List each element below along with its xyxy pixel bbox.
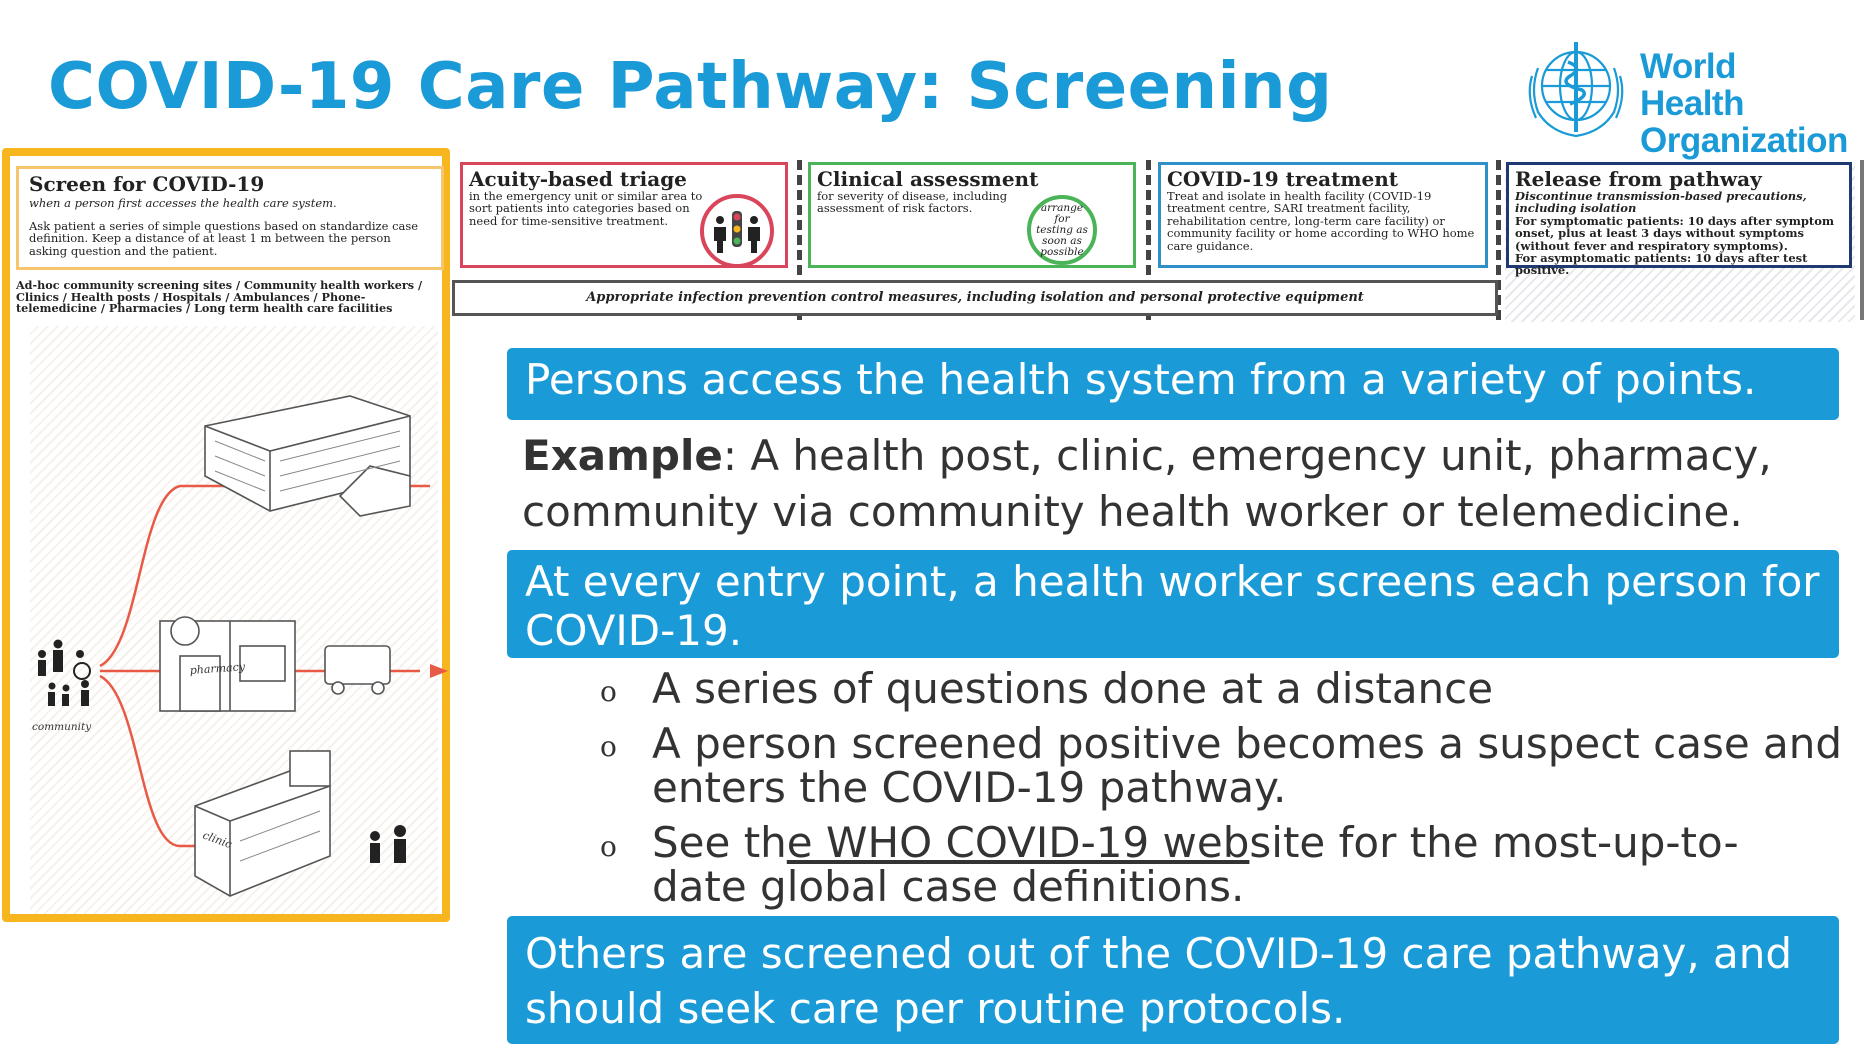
entry-points-drawing	[30, 326, 438, 914]
stage-release	[1506, 162, 1852, 278]
banner-screened-out	[507, 916, 1839, 1044]
bullet-3-text-line2: date global case definitions.	[652, 862, 1245, 911]
who-name	[1640, 48, 1848, 159]
banner-access-points	[507, 348, 1839, 420]
page-title: COVID-19 Care Pathway: Screening	[48, 50, 1333, 124]
banner-screened-out-line1: Others are screened out of the COVID-19 care pathway, and	[525, 929, 1793, 978]
stage-triage	[460, 162, 788, 268]
bullet-marker: o	[600, 675, 617, 708]
banner-entry-screening-line2: COVID-19.	[525, 606, 743, 655]
bullet-1-text: A series of questions done at a distance	[652, 664, 1494, 713]
screen-card	[16, 166, 444, 270]
stage-release-line2: For asymptomatic patients: 10 days after test positive.	[1515, 251, 1808, 278]
stage-treatment-body: Treat and isolate in health facility (COVID-19 treatment centre, SARI treatment facility, rehabilitation centre, long-term care facility) or community facility or home according to WHO home care guidance.	[1167, 189, 1475, 253]
clinic-label: clinic	[200, 828, 234, 852]
traffic-light-people-icon	[699, 193, 775, 269]
bullet-marker: o	[600, 730, 617, 763]
bullet-3-pre: See th	[652, 818, 787, 867]
pharmacy-label: pharmacy	[189, 660, 246, 677]
stage-clinical-body: for severity of disease, including assessment of risk factors.	[817, 189, 1008, 216]
stage-release-subtitle: Discontinue transmission-based precautions, including isolation	[1515, 189, 1807, 216]
bullet-3-post: site for the most-up-to-	[1249, 818, 1739, 867]
stage-clinical-title: Clinical assessment	[817, 167, 1039, 191]
stage-triage-body: in the emergency unit or similar area to sort patients into categories based on need for time-sensitive treatment.	[469, 189, 703, 228]
stage-treatment-title: COVID-19 treatment	[1167, 167, 1399, 191]
strip-edge	[1860, 160, 1864, 320]
banner-screened-out-line2: should seek care per routine protocols.	[525, 984, 1346, 1033]
stage-treatment	[1158, 162, 1488, 268]
bullet-2-text-line1: A person screened positive becomes a suspect case and	[652, 719, 1843, 768]
who-emblem-icon	[1524, 40, 1632, 140]
ipc-bar	[452, 280, 1498, 316]
example-text-1: : A health post, clinic, emergency unit, pharmacy,	[722, 431, 1772, 480]
bullet-3-text-line1	[652, 820, 1739, 866]
entry-points-illustration	[30, 326, 438, 914]
banner-entry-screening-line1: At every entry point, a health worker screens each person for	[525, 557, 1820, 606]
testing-badge: arrange for testing as soon as possible	[1027, 195, 1097, 265]
bullet-marker: o	[600, 830, 617, 863]
example-label: Example	[522, 431, 723, 480]
example-line-1	[522, 428, 1772, 483]
banner-entry-screening	[507, 550, 1839, 658]
banner-access-points-text: Persons access the health system from a variety of points.	[525, 355, 1757, 404]
stage-release-title: Release from pathway	[1515, 167, 1762, 191]
who-logo	[1524, 40, 1848, 160]
community-label: community	[32, 721, 92, 733]
stage-release-line1: For symptomatic patients: 10 days after symptom onset, plus at least 3 days without symptoms (without fever and respiratory symptoms).	[1515, 213, 1835, 253]
stage-clinical	[808, 162, 1136, 268]
screening-panel	[2, 148, 450, 922]
who-name-line2: Organization	[1640, 121, 1848, 160]
example-line-2: community via community health worker or telemedicine.	[522, 487, 1743, 536]
screening-sites: Ad-hoc community screening sites / Community health workers / Clinics / Health posts / Hospitals / Ambulances / Phone-telemedicine / Pharmacies / Long term health care facilities	[16, 278, 423, 315]
screen-card-subtitle: when a person first accesses the health care system.	[29, 196, 337, 210]
stage-triage-title: Acuity-based triage	[469, 167, 687, 191]
who-name-line1: World Health	[1640, 47, 1744, 123]
screen-card-body: Ask patient a series of simple questions based on standardize case definition. Keep a distance of at least 1 m between the person asking question and the patient.	[29, 219, 419, 258]
ipc-bar-text: Appropriate infection prevention control measures, including isolation and personal protective equipment	[586, 290, 1364, 305]
screen-card-title: Screen for COVID-19	[29, 172, 265, 196]
bullet-2-text-line2: enters the COVID-19 pathway.	[652, 763, 1287, 812]
who-covid-website-link[interactable]: e WHO COVID-19 web	[786, 818, 1250, 867]
